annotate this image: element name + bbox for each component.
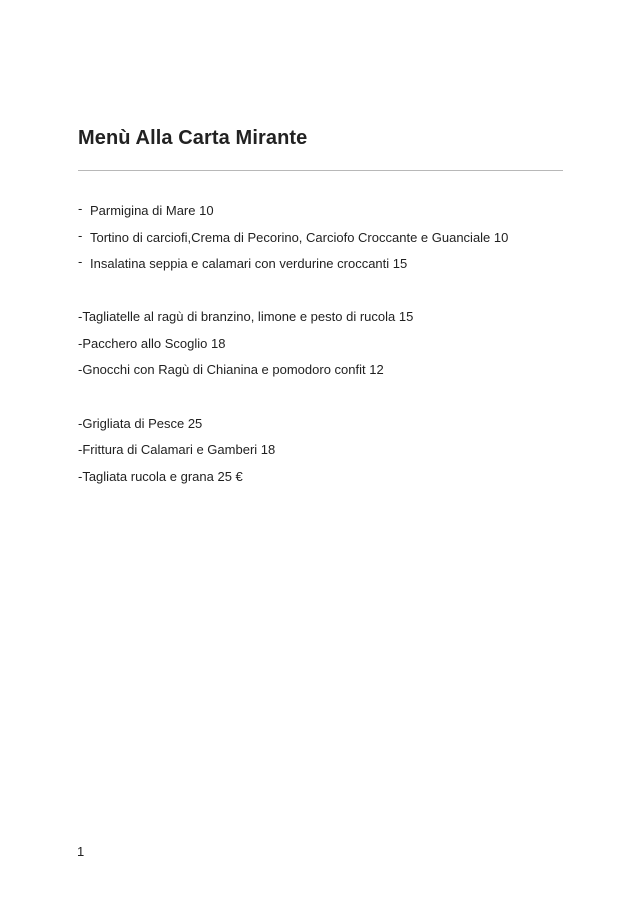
- menu-item-text: Insalatina seppia e calamari con verdurine croccanti 15: [90, 256, 408, 271]
- page-number: 1: [77, 844, 85, 859]
- menu-item-text: Tortino di carciofi,Crema di Pecorino, Carciofo Croccante e Guanciale 10: [90, 230, 509, 245]
- menu-item-starter-3: [78, 256, 407, 272]
- title-divider: [78, 170, 563, 171]
- menu-item-main-1: -Grigliata di Pesce 25: [78, 416, 203, 431]
- menu-item-pasta-3: -Gnocchi con Ragù di Chianina e pomodoro confit 12: [78, 362, 384, 377]
- list-marker: -: [78, 228, 83, 243]
- menu-item-starter-1: [78, 203, 214, 219]
- list-marker: -: [78, 254, 83, 269]
- page-title: Menù Alla Carta Mirante: [78, 127, 308, 149]
- menu-item-text: Parmigina di Mare 10: [90, 203, 214, 218]
- menu-item-pasta-1: -Tagliatelle al ragù di branzino, limone e pesto di rucola 15: [78, 309, 414, 324]
- menu-item-pasta-2: -Pacchero allo Scoglio 18: [78, 336, 226, 351]
- menu-item-starter-2: [78, 230, 508, 246]
- menu-item-main-2: -Frittura di Calamari e Gamberi 18: [78, 442, 276, 457]
- list-marker: -: [78, 201, 83, 216]
- menu-item-main-3: -Tagliata rucola e grana 25 €: [78, 469, 243, 484]
